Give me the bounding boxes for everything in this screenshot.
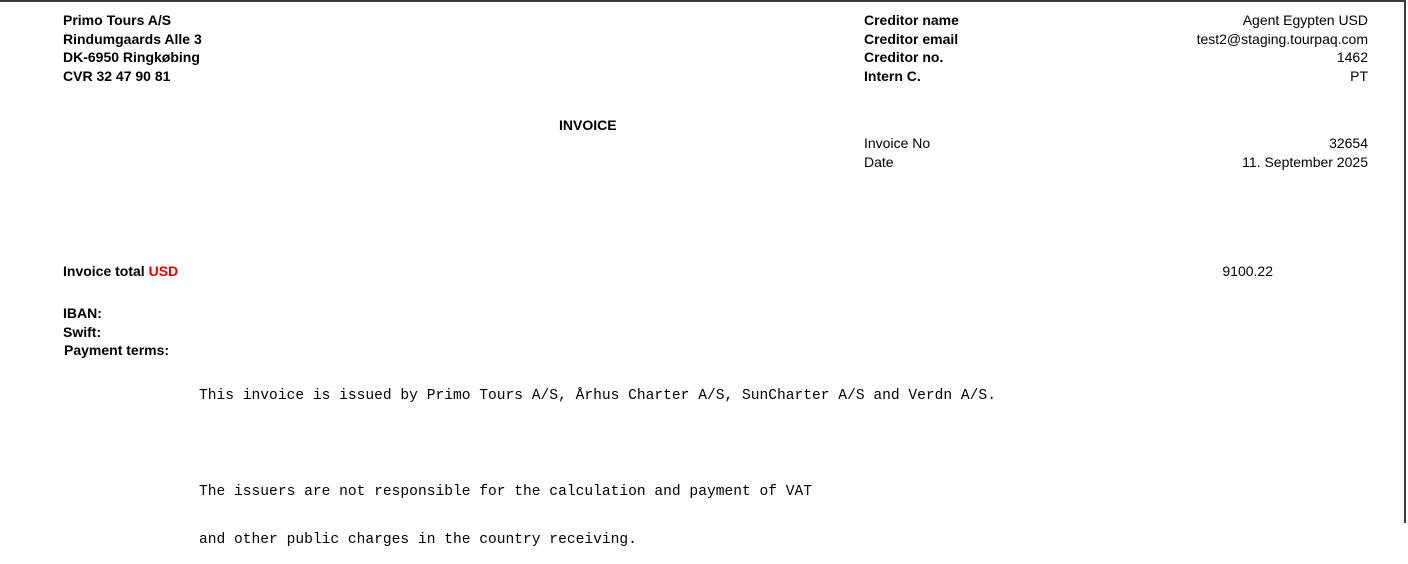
creditor-block bbox=[864, 11, 1368, 86]
creditor-name-row bbox=[864, 11, 1368, 30]
invoice-date-value: 11. September 2025 bbox=[1242, 154, 1368, 170]
creditor-no-row bbox=[864, 48, 1368, 67]
creditor-name-value: Agent Egypten USD bbox=[1242, 12, 1368, 28]
payment-terms-line-2: The issuers are not responsible for the calculation and payment of VAT bbox=[199, 484, 813, 500]
payment-terms-line-1: This invoice is issued by Primo Tours A/S, Århus Charter A/S, SunCharter A/S and Verdn A/S. bbox=[199, 388, 996, 404]
sender-street: Rindumgaards Alle 3 bbox=[63, 30, 202, 47]
payment-terms-spacer bbox=[199, 436, 996, 452]
invoice-total-label bbox=[63, 262, 178, 280]
creditor-name-label: Creditor name bbox=[864, 12, 959, 28]
payment-terms-text bbox=[199, 356, 996, 564]
payment-terms-line-3: and other public charges in the country receiving. bbox=[199, 532, 637, 548]
creditor-intern-row bbox=[864, 67, 1368, 86]
invoice-total-value: 9100.22 bbox=[1222, 263, 1273, 279]
invoice-date-row bbox=[864, 153, 1368, 172]
creditor-no-value: 1462 bbox=[1336, 49, 1368, 66]
payment-terms-label: Payment terms: bbox=[64, 342, 170, 358]
creditor-email-value: test2@staging.tourpaq.com bbox=[1196, 30, 1368, 47]
swift-label: Swift: bbox=[63, 324, 102, 340]
creditor-email-label: Creditor email bbox=[864, 30, 959, 47]
iban-label: IBAN: bbox=[63, 305, 102, 321]
invoice-total-currency: USD bbox=[148, 263, 179, 279]
invoice-total-text: Invoice total bbox=[63, 263, 145, 279]
invoice-no-value: 32654 bbox=[1329, 135, 1368, 151]
invoice-date-label: Date bbox=[864, 154, 894, 170]
invoice-meta bbox=[864, 134, 1368, 172]
creditor-no-label: Creditor no. bbox=[864, 49, 944, 66]
sender-address bbox=[63, 11, 202, 86]
invoice-no-row bbox=[864, 134, 1368, 153]
sender-cvr: CVR 32 47 90 81 bbox=[63, 68, 171, 85]
creditor-email-row bbox=[864, 30, 1368, 49]
sender-city: DK-6950 Ringkøbing bbox=[63, 49, 200, 66]
invoice-no-label: Invoice No bbox=[864, 135, 931, 151]
invoice-title: INVOICE bbox=[559, 117, 617, 133]
bank-details bbox=[63, 304, 102, 342]
sender-company: Primo Tours A/S bbox=[63, 12, 172, 28]
creditor-intern-label: Intern C. bbox=[864, 68, 921, 85]
creditor-intern-value: PT bbox=[1350, 68, 1368, 85]
